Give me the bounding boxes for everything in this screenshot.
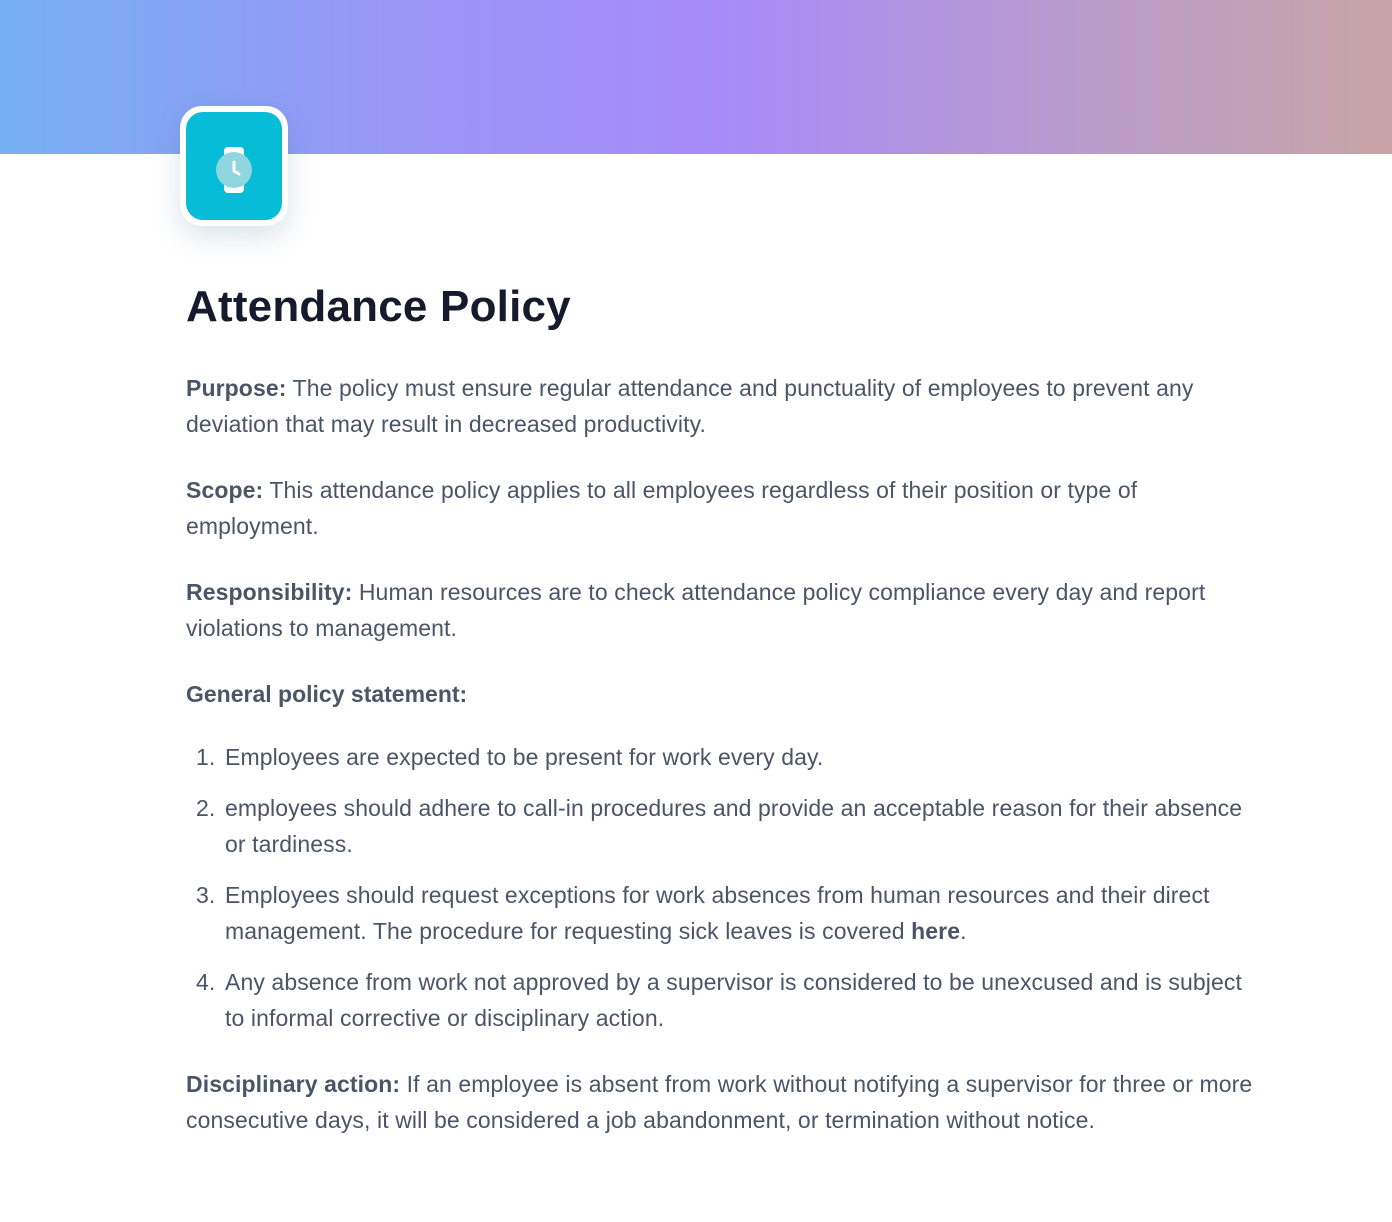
- watch-icon: [214, 146, 254, 194]
- page-icon[interactable]: [180, 106, 288, 226]
- disciplinary-paragraph[interactable]: [186, 1066, 1266, 1138]
- list-item[interactable]: [186, 964, 1266, 1036]
- list-item[interactable]: [186, 790, 1266, 862]
- purpose-label: Purpose:: [186, 375, 287, 401]
- list-item[interactable]: [186, 877, 1266, 949]
- responsibility-text: Human resources are to check attendance policy compliance every day and report violations to management.: [186, 579, 1206, 641]
- list-item-text: employees should adhere to call-in procedures and provide an acceptable reason for their absence or tardiness.: [225, 795, 1243, 857]
- disciplinary-text: If an employee is absent from work without notifying a supervisor for three or more consecutive days, it will be considered a job abandonment, or termination without notice.: [186, 1071, 1253, 1133]
- page-icon-tile: [186, 112, 282, 220]
- list-item-text: Employees should request exceptions for work absences from human resources and their direct management. The procedure for requesting sick leaves is covered: [225, 882, 1210, 944]
- list-number: 1.: [196, 744, 216, 770]
- responsibility-label: Responsibility:: [186, 579, 353, 605]
- list-item-text: Any absence from work not approved by a supervisor is considered to be unexcused and is subject to informal corrective or disciplinary action.: [225, 969, 1242, 1031]
- responsibility-paragraph[interactable]: [186, 574, 1266, 646]
- list-item[interactable]: [186, 739, 1266, 775]
- purpose-text: The policy must ensure regular attendance and punctuality of employees to prevent any deviation that may result in decreased productivity.: [186, 375, 1194, 437]
- list-number: 4.: [196, 969, 216, 995]
- list-number: 2.: [196, 795, 216, 821]
- purpose-paragraph[interactable]: [186, 370, 1266, 442]
- list-item-text-end: .: [960, 918, 967, 944]
- sick-leave-link[interactable]: here: [911, 918, 961, 944]
- scope-label: Scope:: [186, 477, 264, 503]
- scope-paragraph[interactable]: [186, 472, 1266, 544]
- policy-list: [186, 739, 1266, 1036]
- list-number: 3.: [196, 882, 216, 908]
- list-item-text: Employees are expected to be present for work every day.: [225, 744, 824, 770]
- page-title[interactable]: Attendance Policy: [186, 282, 571, 331]
- general-policy-heading[interactable]: General policy statement:: [186, 681, 468, 707]
- page-content: [186, 280, 1266, 1168]
- disciplinary-label: Disciplinary action:: [186, 1071, 401, 1097]
- scope-text: This attendance policy applies to all employees regardless of their position or type of employment.: [186, 477, 1138, 539]
